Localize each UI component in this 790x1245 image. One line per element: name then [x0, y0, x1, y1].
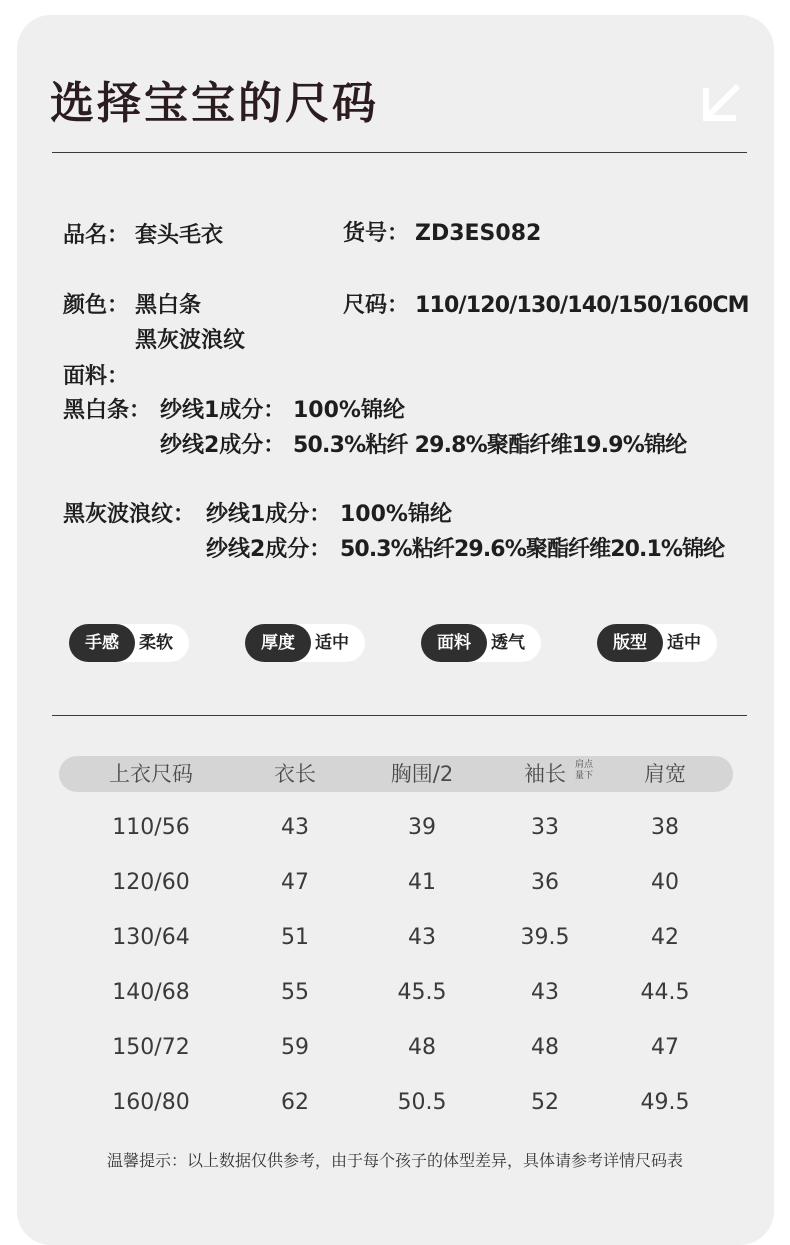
- table-cell: 40: [651, 870, 679, 895]
- table-cell: 41: [408, 870, 436, 895]
- table-cell: 49.5: [640, 1090, 690, 1115]
- attribute-label: 厚度: [245, 624, 311, 662]
- column-header: 衣长: [274, 762, 316, 786]
- fabric-line-label: 纱线1成分：: [160, 398, 286, 423]
- table-cell: 48: [531, 1035, 559, 1060]
- column-header: 上衣尺码: [109, 762, 193, 786]
- size-value: 110/120/130/140/150/160CM: [415, 293, 749, 318]
- attribute-pill: [421, 624, 541, 662]
- table-cell: 43: [531, 980, 559, 1005]
- attribute-label: 面料: [421, 624, 487, 662]
- column-header: 胸围/2: [390, 762, 454, 786]
- column-header: 肩宽: [644, 762, 686, 786]
- table-cell: 59: [281, 1035, 309, 1060]
- fabric-line-value: 50.3%粘纤29.6%聚酯纤维20.1%锦纶: [340, 537, 725, 562]
- arrow-down-left-icon: [700, 82, 742, 124]
- table-cell: 62: [281, 1090, 309, 1115]
- table-cell: 48: [408, 1035, 436, 1060]
- color-value-2: 黑灰波浪纹: [135, 328, 246, 353]
- table-cell: 50.5: [397, 1090, 447, 1115]
- sleeve-note-line: 肩点: [575, 760, 594, 770]
- table-cell: 55: [281, 980, 309, 1005]
- sleeve-note-line: 量下: [575, 771, 594, 781]
- table-cell: 51: [281, 925, 309, 950]
- page-title: 选择宝宝的尺码: [50, 78, 379, 129]
- table-cell: 44.5: [640, 980, 690, 1005]
- footnote: 温馨提示：以上数据仅供参考，由于每个孩子的体型差异，具体请参考详情尺码表: [106, 1151, 683, 1170]
- fabric-line-label: 纱线2成分：: [160, 433, 286, 458]
- attribute-value: 柔软: [139, 633, 173, 653]
- size-label: 尺码：: [343, 293, 410, 318]
- item-label: 货号：: [343, 221, 410, 246]
- table-cell: 47: [281, 870, 309, 895]
- color-value-1: 黑白条: [135, 293, 202, 318]
- sleeve-note: [575, 760, 593, 782]
- fabric-line-value: 50.3%粘纤 29.8%聚酯纤维19.9%锦纶: [293, 433, 687, 458]
- table-cell: 39.5: [520, 925, 570, 950]
- attribute-value: 适中: [315, 633, 349, 653]
- table-cell: 52: [531, 1090, 559, 1115]
- column-header: 袖长: [524, 762, 566, 786]
- table-cell: 43: [408, 925, 436, 950]
- fabric-line-label: 纱线1成分：: [206, 502, 332, 527]
- attribute-pill: [597, 624, 717, 662]
- table-cell: 42: [651, 925, 679, 950]
- attribute-label: 版型: [597, 624, 663, 662]
- table-cell: 36: [531, 870, 559, 895]
- fabric-group-name: 黑灰波浪纹：: [63, 502, 196, 527]
- table-cell: 45.5: [397, 980, 447, 1005]
- table-cell: 33: [531, 815, 559, 840]
- section-divider: [52, 715, 747, 716]
- attribute-value: 适中: [667, 633, 701, 653]
- fabric-line-label: 纱线2成分：: [206, 537, 332, 562]
- table-cell: 130/64: [112, 925, 190, 950]
- table-cell: 39: [408, 815, 436, 840]
- attribute-pill: [69, 624, 189, 662]
- table-cell: 120/60: [112, 870, 190, 895]
- title-divider: [52, 152, 747, 153]
- table-cell: 160/80: [112, 1090, 190, 1115]
- name-label: 品名：: [63, 223, 130, 248]
- item-value: ZD3ES082: [415, 221, 542, 246]
- table-cell: 43: [281, 815, 309, 840]
- fabric-line-value: 100%锦纶: [340, 502, 452, 527]
- attribute-label: 手感: [69, 624, 135, 662]
- table-cell: 38: [651, 815, 679, 840]
- table-cell: 47: [651, 1035, 679, 1060]
- table-cell: 150/72: [112, 1035, 190, 1060]
- fabric-line-value: 100%锦纶: [293, 398, 405, 423]
- name-value: 套头毛衣: [135, 223, 224, 248]
- table-cell: 110/56: [112, 815, 190, 840]
- fabric-group-name: 黑白条：: [63, 398, 152, 423]
- table-cell: 140/68: [112, 980, 190, 1005]
- attribute-value: 透气: [491, 633, 525, 653]
- fabric-label: 面料：: [63, 364, 130, 389]
- attribute-pill: [245, 624, 365, 662]
- color-label: 颜色：: [63, 293, 130, 318]
